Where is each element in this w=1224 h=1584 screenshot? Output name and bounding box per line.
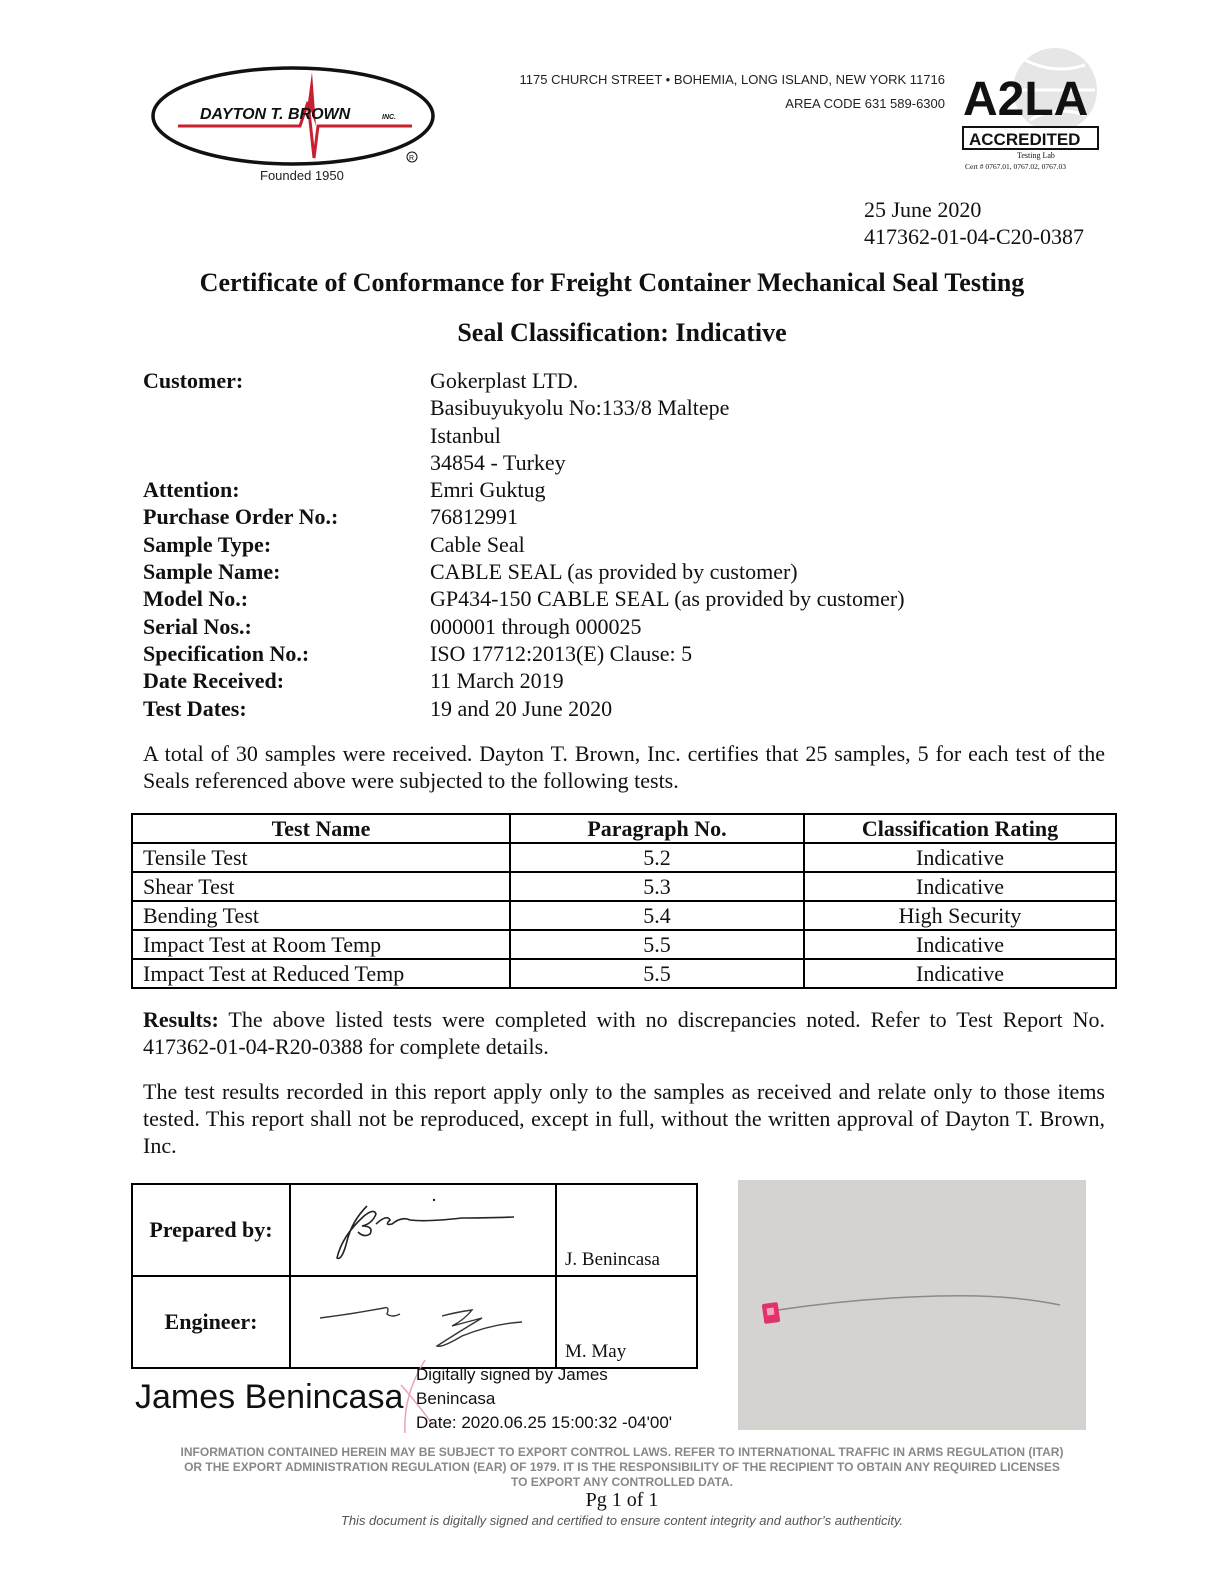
disclaimer-paragraph: The test results recorded in this report apply only to the samples as received and relate only to those items tested. This report shall not be reproduced, except in full, without the written approval of Dayton T. Brown, Inc. <box>143 1079 1105 1158</box>
digital-signature-details <box>416 1363 672 1435</box>
info-value <box>430 585 1110 612</box>
cert-numbers: Cert # 0767.01, 0767.02, 0767.03 <box>965 162 1067 171</box>
purchase-order-value: 76812991 <box>430 504 518 530</box>
export-line: TO EXPORT ANY CONTROLLED DATA. <box>510 1475 733 1489</box>
results-paragraph <box>143 1006 1105 1060</box>
sample-name-value: CABLE SEAL (as provided by customer) <box>430 559 798 585</box>
column-header: Classification Rating <box>804 814 1116 843</box>
prepared-by-row <box>132 1184 697 1276</box>
document-date: 25 June 2020 <box>864 197 982 222</box>
accredited-label: ACCREDITED <box>969 130 1081 149</box>
a2la-mark: A2LA <box>963 73 1089 126</box>
prepared-by-label: Prepared by: <box>132 1184 290 1276</box>
company-address <box>470 68 945 116</box>
intro-paragraph: A total of 30 samples were received. Dayton T. Brown, Inc. certifies that 25 samples, 5 for each test of the Seals referenced above were subjected to the following tests. <box>143 741 1105 793</box>
customer-city: Istanbul <box>430 422 501 448</box>
company-name: DAYTON T. BROWN <box>200 106 351 123</box>
info-row-model <box>143 585 1110 612</box>
info-value <box>430 531 1110 558</box>
paragraph-cell: 5.4 <box>510 901 804 930</box>
cable-wire <box>738 1180 1086 1430</box>
rating-cell: Indicative <box>804 930 1116 959</box>
export-line: OR THE EXPORT ADMINISTRATION REGULATION (EAR) OF 1979. IT IS THE RESPONSIBILITY OF THE RECIPIENT TO OBTAIN ANY REQUIRED LICENSES <box>184 1460 1060 1474</box>
column-header: Test Name <box>132 814 510 843</box>
customer-postal: 34854 - Turkey <box>430 449 566 475</box>
signature-table <box>131 1183 698 1369</box>
export-control-notice <box>0 1445 1224 1490</box>
sample-info-block <box>143 367 1110 722</box>
customer-street: Basibuyukyolu No:133/8 Maltepe <box>430 395 730 421</box>
export-line: INFORMATION CONTAINED HEREIN MAY BE SUBJECT TO EXPORT CONTROL LAWS. REFER TO INTERNATIONAL TRAFFIC IN ARMS REGULATION (ITAR) <box>180 1445 1064 1459</box>
test-name-cell: Bending Test <box>132 901 510 930</box>
info-label: Attention: <box>143 477 240 503</box>
page-number: Pg 1 of 1 <box>585 1489 659 1511</box>
info-value <box>430 667 1110 694</box>
table-row <box>132 901 1116 930</box>
info-value <box>430 367 1110 476</box>
test-name-cell: Shear Test <box>132 872 510 901</box>
prepared-by-name: J. Benincasa <box>556 1184 697 1276</box>
engineer-label: Engineer: <box>132 1276 290 1368</box>
phone-line: AREA CODE 631 589-6300 <box>785 96 945 111</box>
rating-cell: Indicative <box>804 959 1116 988</box>
info-label: Test Dates: <box>143 695 247 721</box>
company-suffix: INC. <box>382 114 396 121</box>
results-label: Results: <box>143 1007 219 1032</box>
paragraph-cell: 5.3 <box>510 872 804 901</box>
document-date-block <box>864 196 1084 250</box>
info-label: Specification No.: <box>143 640 310 666</box>
info-value <box>430 476 1110 503</box>
document-reference: 417362-01-04-C20-0387 <box>864 224 1084 249</box>
column-header: Paragraph No. <box>510 814 804 843</box>
table-row <box>132 843 1116 872</box>
test-dates-value: 19 and 20 June 2020 <box>430 695 613 721</box>
address-line: 1175 CHURCH STREET • BOHEMIA, LONG ISLAND, NEW YORK 11716 <box>519 72 945 87</box>
engineer-name: M. May <box>556 1276 697 1368</box>
info-label: Sample Type: <box>143 531 272 557</box>
digital-signature-date: Date: 2020.06.25 15:00:32 -04'00' <box>416 1413 673 1432</box>
digital-signature-line: Benincasa <box>416 1389 496 1408</box>
cable-seal-tag-label <box>767 1308 775 1316</box>
paragraph-cell: 5.2 <box>510 843 804 872</box>
a2la-accreditation-logo <box>955 45 1105 175</box>
info-value <box>430 640 1110 667</box>
info-label: Sample Name: <box>143 559 281 585</box>
model-value: GP434-150 CABLE SEAL (as provided by customer) <box>430 586 905 612</box>
test-name-cell: Impact Test at Room Temp <box>132 930 510 959</box>
paragraph-cell: 5.5 <box>510 930 804 959</box>
customer-name: Gokerplast LTD. <box>430 368 579 393</box>
document-title: Certificate of Conformance for Freight Container Mechanical Seal Testing <box>199 268 1025 297</box>
rating-cell: High Security <box>804 901 1116 930</box>
svg-text:R: R <box>409 155 415 162</box>
digital-signature-name: James Benincasa <box>135 1378 404 1416</box>
info-label: Customer: <box>143 368 244 393</box>
info-label: Date Received: <box>143 668 285 694</box>
attention-value: Emri Guktug <box>430 477 546 503</box>
info-value <box>430 613 1110 640</box>
info-row-attention <box>143 476 1110 503</box>
integrity-notice: This document is digitally signed and certified to ensure content integrity and author’s authenticity. <box>340 1513 904 1528</box>
founded-text: Founded 1950 <box>260 168 344 183</box>
digital-signature-line: Digitally signed by James <box>416 1365 608 1384</box>
info-row-customer <box>143 367 1110 476</box>
specification-value: ISO 17712:2013(E) Clause: 5 <box>430 640 693 666</box>
info-value <box>430 558 1110 585</box>
table-row <box>132 930 1116 959</box>
info-row-purchase-order <box>143 503 1110 530</box>
info-label: Serial Nos.: <box>143 613 252 639</box>
info-label: Purchase Order No.: <box>143 504 339 530</box>
results-text: The above listed tests were completed with no discrepancies noted. Refer to Test Report No. 417362-01-04-R20-0388 for complete details. <box>143 1007 1105 1059</box>
serial-value: 000001 through 000025 <box>430 613 642 639</box>
paragraph-cell: 5.5 <box>510 959 804 988</box>
info-row-sample-name <box>143 558 1110 585</box>
test-name-cell: Impact Test at Reduced Temp <box>132 959 510 988</box>
rating-cell: Indicative <box>804 872 1116 901</box>
table-row <box>132 872 1116 901</box>
info-row-sample-type <box>143 531 1110 558</box>
rating-cell: Indicative <box>804 843 1116 872</box>
testing-lab-label: Testing Lab <box>1017 151 1055 160</box>
info-value <box>430 695 1110 722</box>
test-name-cell: Tensile Test <box>132 843 510 872</box>
info-row-date-received <box>143 667 1110 694</box>
prepared-by-signature <box>290 1184 556 1276</box>
info-row-serial <box>143 613 1110 640</box>
table-header-row <box>132 814 1116 843</box>
date-received-value: 11 March 2019 <box>430 668 564 694</box>
sample-type-value: Cable Seal <box>430 531 525 557</box>
info-row-test-dates <box>143 695 1110 722</box>
company-logo <box>150 62 450 190</box>
info-row-specification <box>143 640 1110 667</box>
table-row <box>132 959 1116 988</box>
tests-table <box>131 813 1117 989</box>
info-label: Model No.: <box>143 586 249 612</box>
seal-classification: Seal Classification: Indicative <box>457 318 787 347</box>
info-value <box>430 503 1110 530</box>
